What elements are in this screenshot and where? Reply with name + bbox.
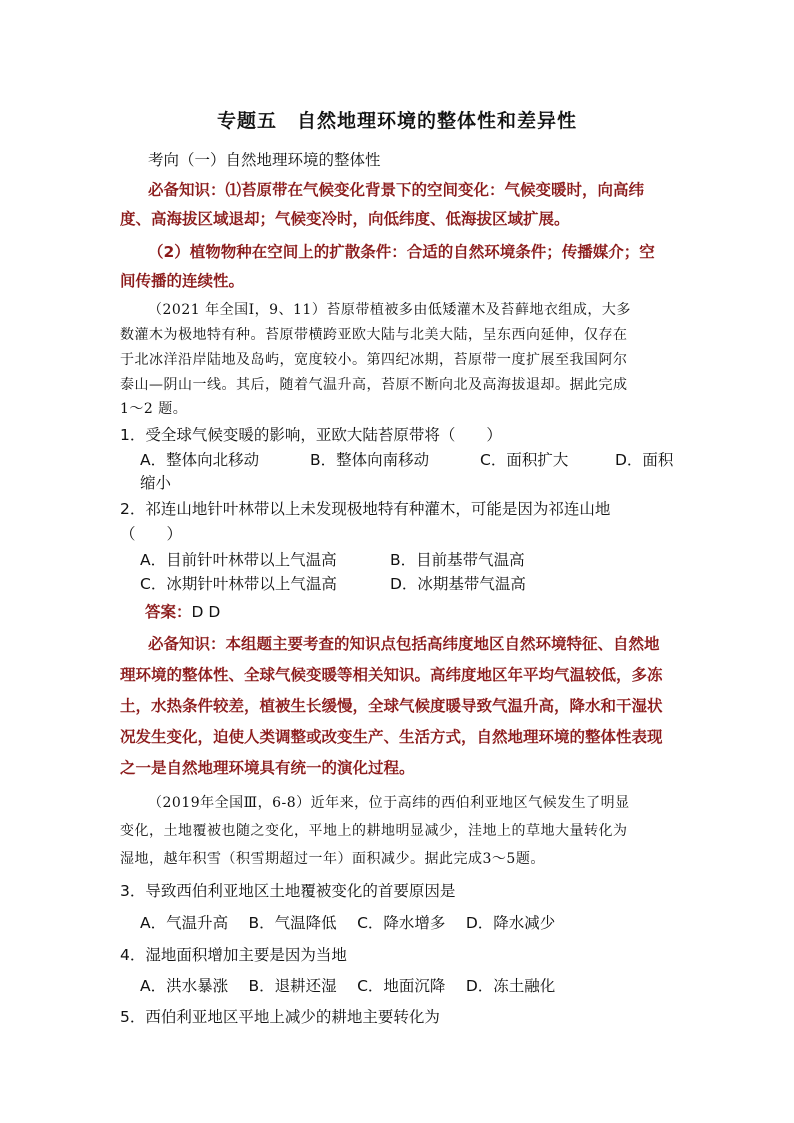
passage-2-line-1: （2019年全国Ⅲ，6-8）近年来，位于高纬的西伯利亚地区气候发生了明显 <box>148 795 630 811</box>
knowledge-block-2-line-4: 况发生变化，迫使人类调整或改变生产、生活方式，自然地理环境的整体性表现 <box>120 728 663 746</box>
question-1-option-a: A．整体向北移动 <box>140 451 260 469</box>
question-2-stem-line-2: （ ） <box>120 525 183 543</box>
question-2-option-b: B．目前基带气温高 <box>390 551 525 569</box>
question-4-stem: 4．湿地面积增加主要是因为当地 <box>120 946 347 964</box>
question-1-option-d: D．面积 <box>615 451 674 469</box>
passage-2-line-2: 变化，土地覆被也随之变化，平地上的耕地明显减少，洼地上的草地大量转化为 <box>120 823 628 839</box>
question-2-option-a: A．目前针叶林带以上气温高 <box>140 551 337 569</box>
passage-1-line-2: 数灌木为极地特有种。苔原带横跨亚欧大陆与北美大陆，呈东西向延伸，仅存在 <box>120 327 628 343</box>
passage-2-line-3: 湿地，越年积雪（积雪期超过一年）面积减少。据此完成3～5题。 <box>120 851 545 867</box>
question-5-stem: 5．西伯利亚地区平地上减少的耕地主要转化为 <box>120 1008 440 1026</box>
section-heading: 考向（一）自然地理环境的整体性 <box>148 151 381 169</box>
question-3-stem: 3．导致西伯利亚地区土地覆被变化的首要原因是 <box>120 882 456 900</box>
question-2-option-c: C．冰期针叶林带以上气温高 <box>140 575 337 593</box>
passage-1-line-5: 1～2 题。 <box>120 401 188 417</box>
knowledge-text: 本组题主要考查的知识点包括高纬度地区自然环境特征、自然地 <box>225 635 660 653</box>
knowledge-block-1-line-3: （2）植物物种在空间上的扩散条件：合适的自然环境条件；传播媒介；空 <box>148 243 655 261</box>
question-1-option-c: C．面积扩大 <box>480 451 569 469</box>
passage-1-line-4: 泰山—阴山一线。其后，随着气温升高，苔原不断向北及高海拔退却。据此完成 <box>120 377 628 393</box>
answer-label: 答案： <box>145 603 192 621</box>
knowledge-block-2-line-3: 土，水热条件较差，植被生长缓慢，全球气候度暖导致气温升高，降水和干湿状 <box>120 697 663 715</box>
question-2-option-d: D．冰期基带气温高 <box>390 575 526 593</box>
question-1-option-b: B．整体向南移动 <box>310 451 430 469</box>
passage-1-line-3: 于北冰洋沿岸陆地及岛屿，宽度较小。第四纪冰期，苔原带一度扩展至我国阿尔 <box>120 352 628 368</box>
question-1-option-d-continued: 缩小 <box>140 474 172 492</box>
answer-value: D D <box>191 603 221 621</box>
answer-line <box>145 600 220 622</box>
page-title: 专题五 自然地理环境的整体性和差异性 <box>216 110 577 132</box>
knowledge-block-1-line-1 <box>148 178 708 200</box>
question-1-stem: 1．受全球气候变暖的影响，亚欧大陆苔原带将（ ） <box>120 426 502 444</box>
knowledge-text: ⑴苔原带在气候变化背景下的空间变化：气候变暖时，向高纬 <box>225 181 645 199</box>
question-2-stem-line-1: 2．祁连山地针叶林带以上未发现极地特有种灌木，可能是因为祁连山地 <box>120 500 611 518</box>
question-4-options: A．洪水暴涨 B．退耕还湿 C．地面沉降 D．冻土融化 <box>140 977 556 995</box>
knowledge-block-1-line-2: 度、高海拔区域退却；气候变冷时，向低纬度、低海拔区域扩展。 <box>120 210 570 228</box>
question-3-options: A．气温升高 B．气温降低 C．降水增多 D．降水减少 <box>140 914 556 932</box>
knowledge-block-2-line-2: 理环境的整体性、全球气候变暖等相关知识。高纬度地区年平均气温较低，多冻 <box>120 666 663 684</box>
knowledge-block-2-line-5: 之一是自然地理环境具有统一的演化过程。 <box>120 759 415 777</box>
knowledge-block-2-line-1 <box>148 632 708 654</box>
knowledge-label: 必备知识： <box>148 181 226 199</box>
knowledge-block-1-line-4: 间传播的连续性。 <box>120 272 245 290</box>
knowledge-label: 必备知识： <box>148 635 226 653</box>
passage-1-line-1: （2021 年全国Ⅰ，9、11）苔原带植被多由低矮灌木及苔藓地衣组成，大多 <box>148 302 631 318</box>
